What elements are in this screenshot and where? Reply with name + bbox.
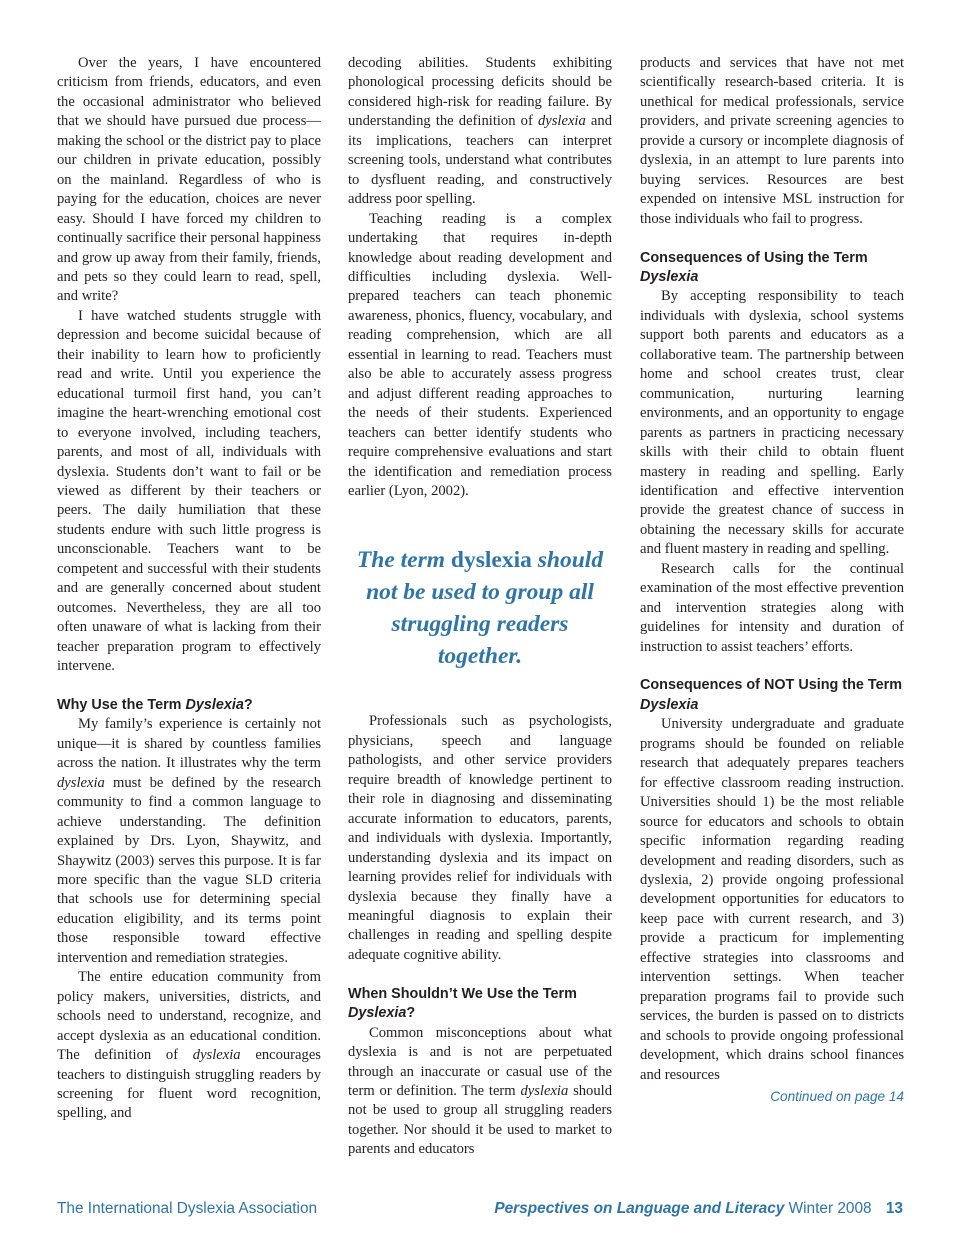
section-heading-when-shouldnt <box>348 985 612 1024</box>
footer-publication-info <box>494 1200 903 1218</box>
paragraph: Common misconceptions about what dyslexia is and is not are perpetuated through an inaccurate or casual use of the term or definition. The term dyslexia should not be used to group all struggling readers together. Nor should it be used to market to parents and educators <box>348 1024 612 1158</box>
heading-term: Dyslexia <box>348 1005 407 1022</box>
page-number: 13 <box>885 1200 903 1217</box>
paragraph: By accepting responsibility to teach individuals with dyslexia, school systems support both parents and educators as a collaborative team. The partnership between home and school creates trust, clear communication, nurturing learning environments, and an opportunity to engage parents as partners in practicing necessary skills with their child to obtain fluent mastery in reading and spelling. Early identification and effective intervention provide the greatest chance of success in obtaining the necessary skills for accurate and fluent mastery in reading and spelling. <box>640 288 904 558</box>
section-heading-consequences-using <box>640 249 904 288</box>
page-footer <box>57 1200 903 1222</box>
paragraph: Professionals such as psychologists, physicians, speech and language pathologists, and other service providers require breadth of knowledge pertinent to their role in diagnosing and disseminating accurate information to educators, parents, and individuals with dyslexia. Importantly, understanding dyslexia and its impact on learning provides relief for individuals with dyslexia because they finally have a meaningful diagnosis to explain their challenges in reading and spelling despite adequate cognitive ability. <box>348 713 612 963</box>
heading-term: Dyslexia <box>640 268 699 285</box>
paragraph: Teaching reading is a complex undertaking that requires in-depth knowledge about reading development and difficulties including dyslexia. Well-prepared teachers can teach phonemic awareness, phonics, fluency, vocabulary, and reading comprehension, which are all essential in learning to read. Teachers must also be able to accurately assess progress and adjust different reading approaches to the needs of their students. Experienced teachers can better identify students who require comprehensive evaluations and start the identification and remediation process earlier (Lyon, 2002). <box>348 210 612 499</box>
heading-term: Dyslexia <box>185 696 244 713</box>
paragraph: University undergraduate and graduate programs should be founded on reliable research that adequately prepares teachers for effective classroom reading instruction. Universities should 1) be the most reliable source for educators and schools to obtain specific information regarding reading development and reading disorders, such as dyslexia, 2) provide ongoing professional development opportunities for educators to keep pace with current research, and 3) provide a practicum for implementing effective strategies into classrooms and intervention settings. When teacher preparation programs fail to provide such services, the burden is passed on to districts and schools to provide ongoing professional development, which drains school finances and resources <box>640 716 904 1083</box>
footer-organization: The International Dyslexia Association <box>57 1200 318 1217</box>
paragraph: The entire education community from policy makers, universities, districts, and schools need to understand, recognize, and accept dyslexia as an educational condition. The definition of dyslexia encourages teachers to distinguish struggling readers by screening for fluent word recognition, spelling, and <box>57 969 321 1122</box>
paragraph: Research calls for the continual examination of the most effective prevention and intervention strategies along with guidelines for intensity and duration of instruction to assist teachers’ efforts. <box>640 560 904 655</box>
continued-link[interactable]: Continued on page 14 <box>770 1088 904 1104</box>
heading-text: ? <box>243 696 253 713</box>
heading-text: Consequences of NOT Using the Term <box>640 677 902 694</box>
footer-publication: Perspectives on Language and Literacy <box>494 1200 785 1217</box>
paragraph: Over the years, I have encountered criticism from friends, educators, and even the occasional administrator who believed that we should have pursued due process—making the school or the district pay to place our children in private education, possibly on the mainland. Regardless of who is paying for the education, choices are never easy. Should I have forced my children to continually sacrifice their personal happiness and grow up away from their family, friends, and pets so they could learn to read, spell, and write? <box>57 55 321 305</box>
heading-term: Dyslexia <box>640 696 699 713</box>
column-2 <box>348 54 612 1160</box>
paragraph: products and services that have not met scientifically research-based criteria. It is unethical for medical professionals, service providers, and private screening agencies to provide a cursory or incomplete diagnosis of dyslexia, in an attempt to lure parents into buying services. Resources are best expended on intensive MSL instruction for those individuals who fail to progress. <box>640 55 904 227</box>
heading-text: ? <box>406 1005 416 1022</box>
section-heading-why-use <box>57 696 321 715</box>
paragraph: I have watched students struggle with depression and become suicidal because of their inability to learn how to proficiently read and write. Until you experience the educational turmoil first hand, you can’t imagine the heart-wrenching emotional cost to everyone involved, including teachers, parents, and most of all, individuals with dyslexia. Students don’t want to fail or be viewed as different by their teachers or peers. The daily humiliation that these students endure with such little progress is unconscionable. Teachers want to be competent and successful with their students and are generally concerned about student outcomes. Nevertheless, they are all too often unaware of what is lacking from their teacher preparation program to effectively intervene. <box>57 307 321 675</box>
paragraph: My family’s experience is certainly not unique—it is shared by countless families across the nation. It illustrates why the term dyslexia must be defined by the research community to find a common language to achieve understanding. The definition explained by Drs. Lyon, Shaywitz, and Shaywitz (2003) serves this purpose. It is far more specific than the vague SLD criteria that schools use for determining special education eligibility, and its terms point those responsible toward effective intervention and remediation strategies. <box>57 716 321 966</box>
column-3 <box>640 54 904 1106</box>
footer-issue: Winter 2008 <box>788 1200 872 1217</box>
heading-text: Why Use the Term <box>57 696 186 713</box>
column-1 <box>57 54 321 1124</box>
pull-quote: The term dyslexia should not be used to group all struggling readers together. <box>356 547 604 670</box>
heading-text: When Shouldn’t We Use the Term <box>348 985 577 1002</box>
section-heading-consequences-not-using <box>640 676 904 715</box>
heading-text: Consequences of Using the Term <box>640 249 868 266</box>
paragraph: decoding abilities. Students exhibiting phonological processing deficits should be considered high-risk for reading failure. By understanding the definition of dyslexia and its implications, teachers can interpret screening tools, understand what contributes to dysfluent reading, and constructively address poor spelling. <box>348 55 612 208</box>
